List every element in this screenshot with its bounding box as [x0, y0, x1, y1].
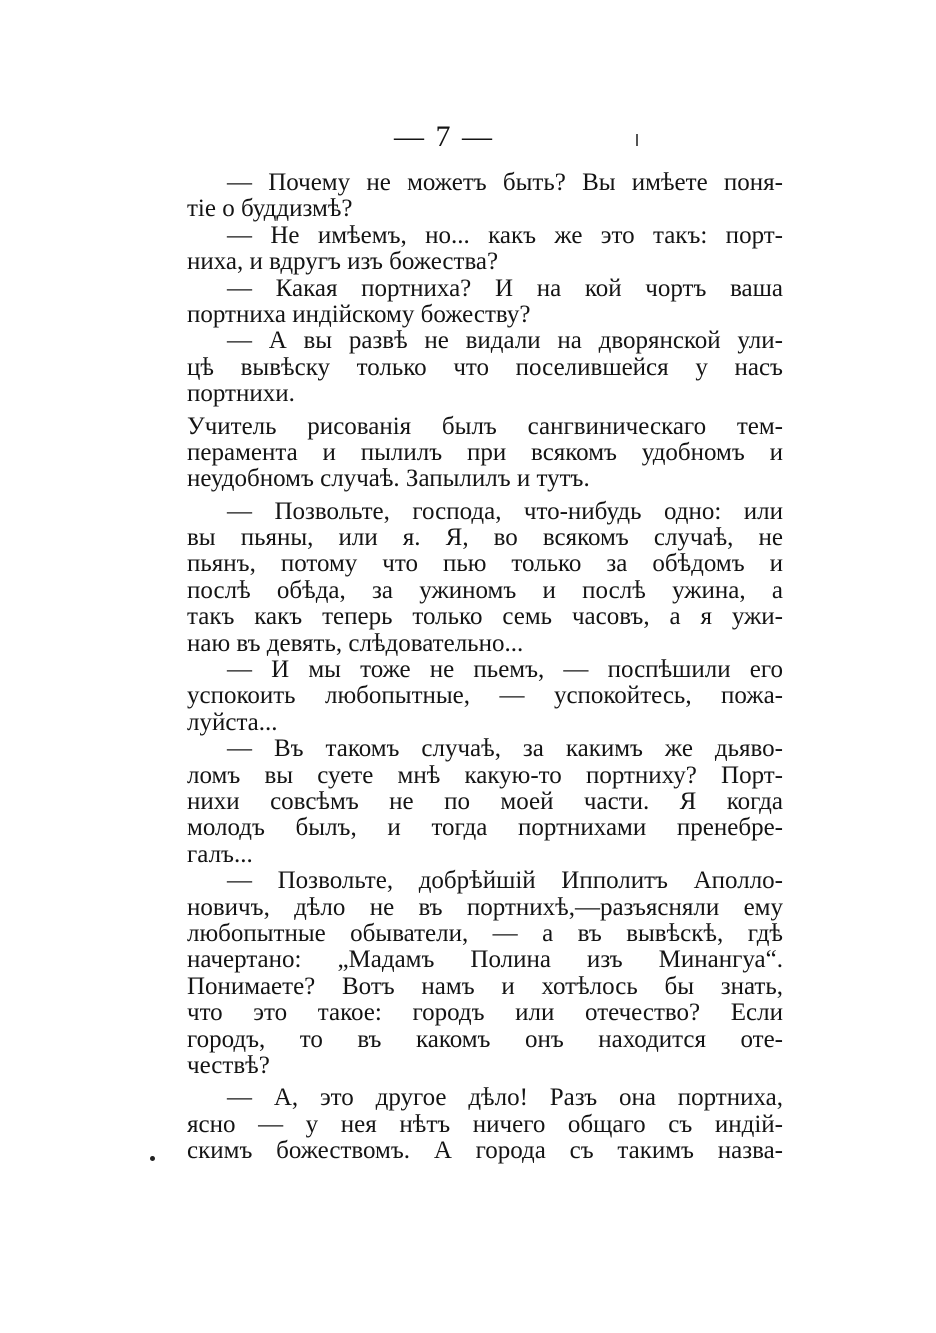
text-line: любопытные обыватели, — а въ вывѣскѣ, гдѣ — [187, 919, 783, 947]
text-line: вы пьяны, или я. Я, во всякомъ случаѣ, не — [187, 524, 783, 552]
text-line: цѣ вывѣску только что поселившейся у насъ — [187, 353, 783, 381]
text-line: галъ... — [187, 840, 253, 868]
paragraph — [187, 499, 783, 657]
paragraph — [187, 170, 783, 223]
text-line: — И мы тоже не пьемъ, — поспѣшили его — [227, 656, 783, 684]
paragraph — [187, 276, 783, 329]
text-line: портниха индійскому божеству? — [187, 300, 531, 328]
paragraph — [187, 1085, 783, 1164]
text-line: городъ, то въ какомъ онъ находится оте- — [187, 1025, 783, 1053]
text-line: перамента и пылилъ при всякомъ удобномъ и — [187, 438, 783, 466]
text-line: нихи совсѣмъ не по моей части. Я когда — [187, 787, 783, 815]
text-line: новичъ, дѣло не въ портнихѣ,—разъясняли ему — [187, 893, 783, 921]
text-line: такъ какъ теперь только семь часовъ, а я ужи- — [187, 603, 783, 631]
body-text — [187, 170, 783, 1164]
text-line: — А, это другое дѣло! Разъ она портниха, — [227, 1084, 783, 1112]
paragraph — [187, 414, 783, 493]
text-line: наю въ девять, слѣдовательно... — [187, 629, 524, 657]
text-line: что это такое: городъ или отечество? Если — [187, 999, 783, 1027]
text-line: ниха, и вдругъ изъ божества? — [187, 248, 499, 276]
text-line: луйста... — [187, 708, 278, 736]
text-line: ясно — у нея нѣтъ ничего общаго съ индій- — [187, 1110, 783, 1138]
text-line: Понимаете? Вотъ намъ и хотѣлось бы знать, — [187, 972, 783, 1000]
text-line: портнихи. — [187, 380, 295, 408]
text-line: — Позвольте, господа, что-нибудь одно: или — [227, 497, 783, 525]
paragraph — [187, 736, 783, 868]
text-line: — Не имѣемъ, но... какъ же это такъ: порт- — [227, 221, 783, 249]
text-line: начертано: „Мадамъ Полина изъ Минангуа“. — [187, 946, 783, 974]
text-line: неудобномъ случаѣ. Запылилъ и тутъ. — [187, 465, 590, 493]
paragraph — [187, 657, 783, 736]
paragraph — [187, 223, 783, 276]
text-line: — Въ такомъ случаѣ, за какимъ же дьяво- — [227, 735, 783, 763]
text-line: — Почему не можетъ быть? Вы имѣете поня- — [227, 169, 783, 196]
page-number: — 7 — — [394, 120, 494, 153]
text-line: чествѣ? — [187, 1051, 270, 1079]
paragraph — [187, 328, 783, 407]
text-line: — Какая портниха? И на кой чортъ ваша — [227, 274, 783, 302]
text-line: — А вы развѣ не видали на дворянской ули- — [227, 327, 783, 355]
text-line: Учитель рисованія былъ сангвиническаго тем- — [187, 412, 783, 440]
margin-tick-mark — [636, 134, 638, 146]
text-line: молодъ былъ, и тогда портнихами пренебре- — [187, 814, 783, 842]
text-line: — Позвольте, добрѣйшій Ипполитъ Аполло- — [227, 867, 783, 895]
paragraph — [187, 868, 783, 1079]
text-line: скимъ божествомъ. А города съ такимъ назва- — [187, 1137, 783, 1165]
text-line: тіе о буддизмѣ? — [187, 195, 353, 223]
text-line: успокоить любопытные, — успокойтесь, пожа- — [187, 682, 783, 710]
text-line: ломъ вы суете мнѣ какую-то портниху? Порт- — [187, 761, 783, 789]
stray-ink-dot — [150, 1156, 155, 1161]
text-line: пьянъ, потому что пью только за обѣдомъ и — [187, 550, 783, 578]
text-line: послѣ обѣда, за ужиномъ и послѣ ужина, а — [187, 576, 783, 604]
